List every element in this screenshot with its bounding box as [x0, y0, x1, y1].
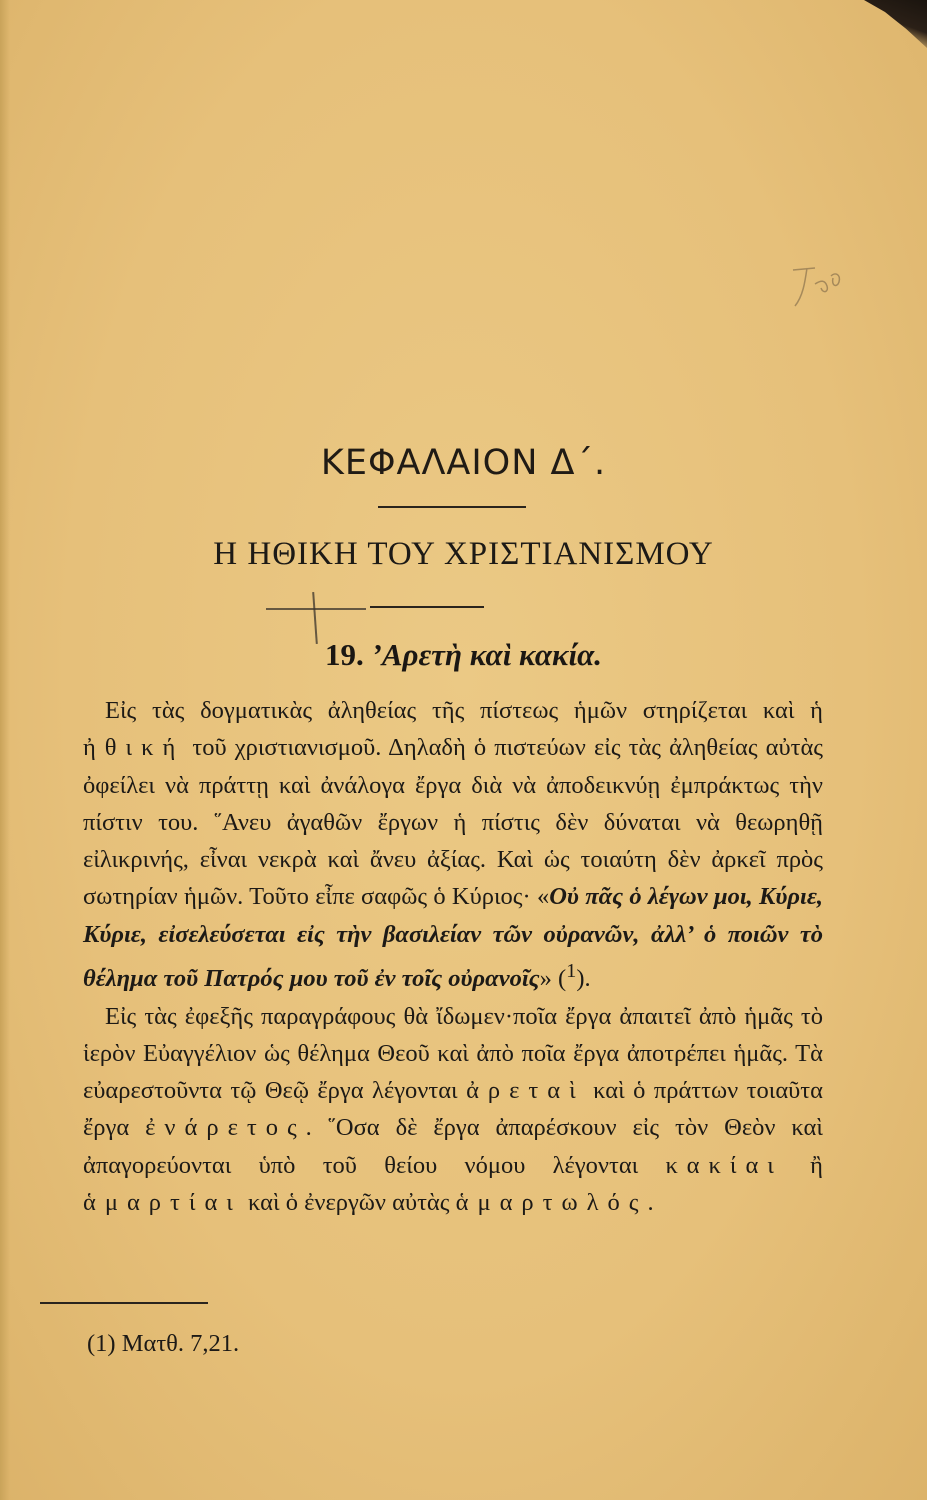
text-run: ἢ [782, 1151, 823, 1179]
spaced-term: ἁμαρτωλός [455, 1189, 648, 1217]
section-number: 19. [325, 637, 364, 672]
paragraph [83, 998, 823, 1222]
text-run: » ( [539, 965, 567, 993]
page-edge-shadow [0, 0, 10, 1500]
text-run: . [647, 1189, 654, 1217]
pencil-annotation [785, 262, 845, 312]
text-run: ). [576, 965, 591, 993]
spaced-term: κακίαι [665, 1151, 783, 1179]
pencil-cross-horizontal [266, 608, 366, 610]
text-run: καὶ ὁ ἐνεργῶν αὐτὰς [241, 1189, 456, 1217]
spaced-term: ἀρεταὶ [466, 1077, 585, 1105]
spaced-term: ἠθική [83, 734, 185, 762]
footnote: (1) Ματθ. 7,21. [87, 1330, 240, 1357]
section-heading [0, 637, 927, 673]
body-text [83, 692, 823, 1221]
torn-corner [857, 0, 927, 48]
footnote-ref: 1 [566, 960, 577, 983]
text-run: καὶ ὁ πράττων τοιαῦτα ἔργα [83, 1077, 823, 1142]
chapter-rule [378, 506, 526, 508]
text-run: . ῞Οσα δὲ ἔργα ἀπαρέσκουν εἰς τὸν Θεὸν καὶ ἀπαγορεύονται ὑπὸ τοῦ θείου νόμου λέγονται [83, 1114, 823, 1179]
title-rule [370, 606, 484, 608]
spaced-term: ἁμαρτίαι [83, 1189, 242, 1217]
spaced-term: ἐνάρετος [145, 1114, 306, 1142]
chapter-heading: ΚΕΦΑΛΑΙΟΝ Δ΄. [320, 443, 607, 483]
section-title: ’Αρετὴ καὶ κακία. [371, 637, 602, 672]
text-run: τοῦ χριστιανισμοῦ. Δηλαδὴ ὁ πιστεύων εἰς τὰς ἀληθείας αὐτὰς ὀφείλει νὰ πράττῃ καὶ ἀνάλογα ἔργα διὰ νὰ ἀποδεικνύῃ ἐμπράκτως τὴν πίστιν του. ῞Ανευ ἀγαθῶν ἔργων ἡ πίστις δὲν δύναται νὰ θεωρηθῇ εἰλικρινής, εἶναι νεκρὰ καὶ ἄνευ ἀξίας. Καὶ ὡς τοιαύτη δὲν ἀρκεῖ πρὸς σωτηρίαν ἡμῶν. Τοῦτο εἶπε σαφῶς ὁ Κύριος· « [83, 734, 823, 911]
text-run: Εἰς τὰς ἐφεξῆς παραγράφους θὰ ἴδωμεν·ποῖα ἔργα ἀπαιτεῖ ἀπὸ ἡμᾶς τὸ ἱερὸν Εὐαγγέλιον ὡς θέλημα Θεοῦ καὶ ἀπὸ ποῖα ἔργα ἀποτρέπει ἡμᾶς. Τὰ εὐαρεστοῦντα τῷ Θεῷ ἔργα λέγονται [83, 1002, 823, 1105]
scripture-quote: Οὐ πᾶς ὁ λέγων μοι, Κύριε, Κύριε, εἰσελεύσεται εἰς τὴν βασιλείαν τῶν οὐρανῶν, ἀλλ’ ὁ ποιῶν τὸ θέλημα τοῦ Πατρός μου τοῦ ἐν τοῖς οὐρανοῖς [83, 883, 823, 993]
footnote-rule [40, 1302, 208, 1304]
main-title: Η ΗΘΙΚΗ ΤΟΥ ΧΡΙΣΤΙΑΝΙΣΜΟΥ [213, 536, 714, 572]
text-run: Εἰς τὰς δογματικὰς ἀληθείας τῆς πίστεως ἡμῶν στηρίζεται καὶ ἡ [105, 697, 823, 724]
paragraph [83, 692, 823, 998]
